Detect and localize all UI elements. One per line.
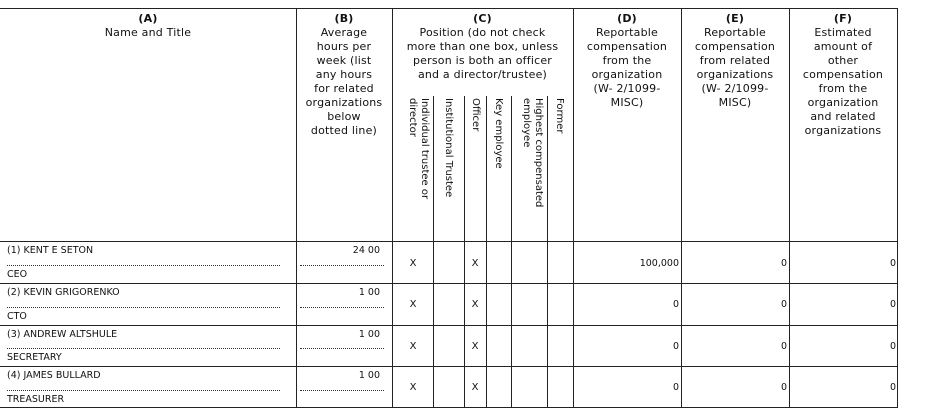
header-line: and a director/trustee) xyxy=(417,68,548,81)
column-letter: (D) xyxy=(617,12,637,25)
header-line: Estimated xyxy=(814,26,872,39)
checkbox-individual-trustee: X xyxy=(409,299,417,310)
other-comp: 0 xyxy=(889,341,896,352)
header-line: Reportable xyxy=(595,26,658,39)
checkbox-header-label: Key employee xyxy=(493,98,504,169)
checkbox-header-label: Individual trustee or director xyxy=(407,98,430,200)
header-line: MISC) xyxy=(718,96,752,109)
person-name: (1) KENT E SETON xyxy=(7,245,94,256)
comp-related: 0 xyxy=(780,341,787,352)
dotted-line xyxy=(300,348,384,349)
column-letter: (A) xyxy=(138,12,158,25)
person-title: CTO xyxy=(7,311,27,322)
comp-organization: 0 xyxy=(672,299,679,310)
average-hours: 24 00 xyxy=(352,245,380,256)
header-line: hours per xyxy=(316,40,372,53)
header-line: compensation xyxy=(586,40,668,53)
comp-organization: 0 xyxy=(672,341,679,352)
table-top-border xyxy=(0,8,898,9)
header-line: compensation xyxy=(694,40,776,53)
comp-related: 0 xyxy=(780,299,787,310)
header-line: any hours xyxy=(315,68,373,81)
header-line: below xyxy=(327,110,361,123)
header-line: (W- 2/1099- xyxy=(593,82,661,95)
other-comp: 0 xyxy=(889,299,896,310)
dotted-line xyxy=(7,307,280,308)
header-line: organizations xyxy=(305,96,383,109)
dotted-line xyxy=(300,307,384,308)
header-name-title xyxy=(0,12,296,40)
header-line: organizations xyxy=(804,124,882,137)
checkbox-header-former xyxy=(553,98,565,133)
checkbox-divider xyxy=(433,96,434,408)
header-line: for related xyxy=(314,82,374,95)
checkbox-officer: X xyxy=(471,341,479,352)
table-bottom-border xyxy=(0,407,898,408)
comp-organization: 0 xyxy=(672,382,679,393)
header-comp-related xyxy=(681,12,789,110)
comp-related: 0 xyxy=(780,382,787,393)
checkbox-individual-trustee: X xyxy=(409,382,417,393)
checkbox-individual-trustee: X xyxy=(409,258,417,269)
header-line: week (list xyxy=(316,54,372,67)
comp-organization: 100,000 xyxy=(639,258,679,269)
dotted-line xyxy=(7,348,280,349)
column-divider xyxy=(897,8,898,408)
header-line: other xyxy=(827,54,859,67)
checkbox-header-institutional-trustee xyxy=(442,98,454,197)
header-line: Name and Title xyxy=(104,26,192,39)
header-other-comp xyxy=(789,12,897,138)
person-name: (3) ANDREW ALTSHULE xyxy=(7,329,118,340)
checkbox-header-individual-trustee xyxy=(396,98,430,218)
column-letter: (F) xyxy=(833,12,853,25)
average-hours: 1 00 xyxy=(358,370,380,381)
row-divider xyxy=(0,366,898,367)
header-line: organization xyxy=(807,96,879,109)
checkbox-header-highest-compensated xyxy=(514,98,544,238)
header-line: amount of xyxy=(813,40,873,53)
header-line: compensation xyxy=(802,68,884,81)
row-divider xyxy=(0,325,898,326)
column-letter: (B) xyxy=(334,12,354,25)
header-line: Position (do not check xyxy=(419,26,546,39)
header-line: dotted line) xyxy=(310,124,378,137)
comp-related: 0 xyxy=(780,258,787,269)
header-line: from the xyxy=(818,82,868,95)
person-title: CEO xyxy=(7,269,28,280)
other-comp: 0 xyxy=(889,258,896,269)
person-title: TREASURER xyxy=(7,394,65,405)
dotted-line xyxy=(300,390,384,391)
average-hours: 1 00 xyxy=(358,287,380,298)
checkbox-officer: X xyxy=(471,258,479,269)
header-line: person is both an officer xyxy=(412,54,553,67)
average-hours: 1 00 xyxy=(358,329,380,340)
dotted-line xyxy=(7,390,280,391)
header-line: organizations xyxy=(696,68,774,81)
header-line: organization xyxy=(591,68,663,81)
checkbox-divider xyxy=(511,96,512,408)
header-line: MISC) xyxy=(610,96,644,109)
header-line: Reportable xyxy=(703,26,766,39)
dotted-line xyxy=(7,265,280,266)
checkbox-divider xyxy=(486,96,487,408)
header-line: and related xyxy=(810,110,876,123)
header-line: more than one box, unless xyxy=(406,40,559,53)
row-divider xyxy=(0,283,898,284)
header-comp-organization xyxy=(573,12,681,110)
checkbox-divider xyxy=(464,96,465,408)
column-letter: (E) xyxy=(725,12,745,25)
header-line: (W- 2/1099- xyxy=(701,82,769,95)
header-line: Average xyxy=(320,26,368,39)
checkbox-header-officer xyxy=(469,98,481,131)
dotted-line xyxy=(300,265,384,266)
checkbox-header-label: Highest compensated employee xyxy=(521,98,544,208)
person-name: (4) JAMES BULLARD xyxy=(7,370,101,381)
header-position xyxy=(392,12,573,82)
header-bottom-border xyxy=(0,241,898,242)
checkbox-header-label: Institutional Trustee xyxy=(443,98,454,198)
person-name: (2) KEVIN GRIGORENKO xyxy=(7,287,120,298)
checkbox-header-label: Officer xyxy=(470,98,481,132)
header-line: from related xyxy=(699,54,771,67)
header-average-hours xyxy=(296,12,392,138)
checkbox-header-label: Former xyxy=(554,98,565,134)
other-comp: 0 xyxy=(889,382,896,393)
checkbox-header-key-employee xyxy=(492,98,504,169)
checkbox-officer: X xyxy=(471,382,479,393)
checkbox-officer: X xyxy=(471,299,479,310)
checkbox-divider xyxy=(547,96,548,408)
checkbox-individual-trustee: X xyxy=(409,341,417,352)
header-line: from the xyxy=(602,54,652,67)
person-title: SECRETARY xyxy=(7,352,62,363)
column-letter: (C) xyxy=(473,12,492,25)
